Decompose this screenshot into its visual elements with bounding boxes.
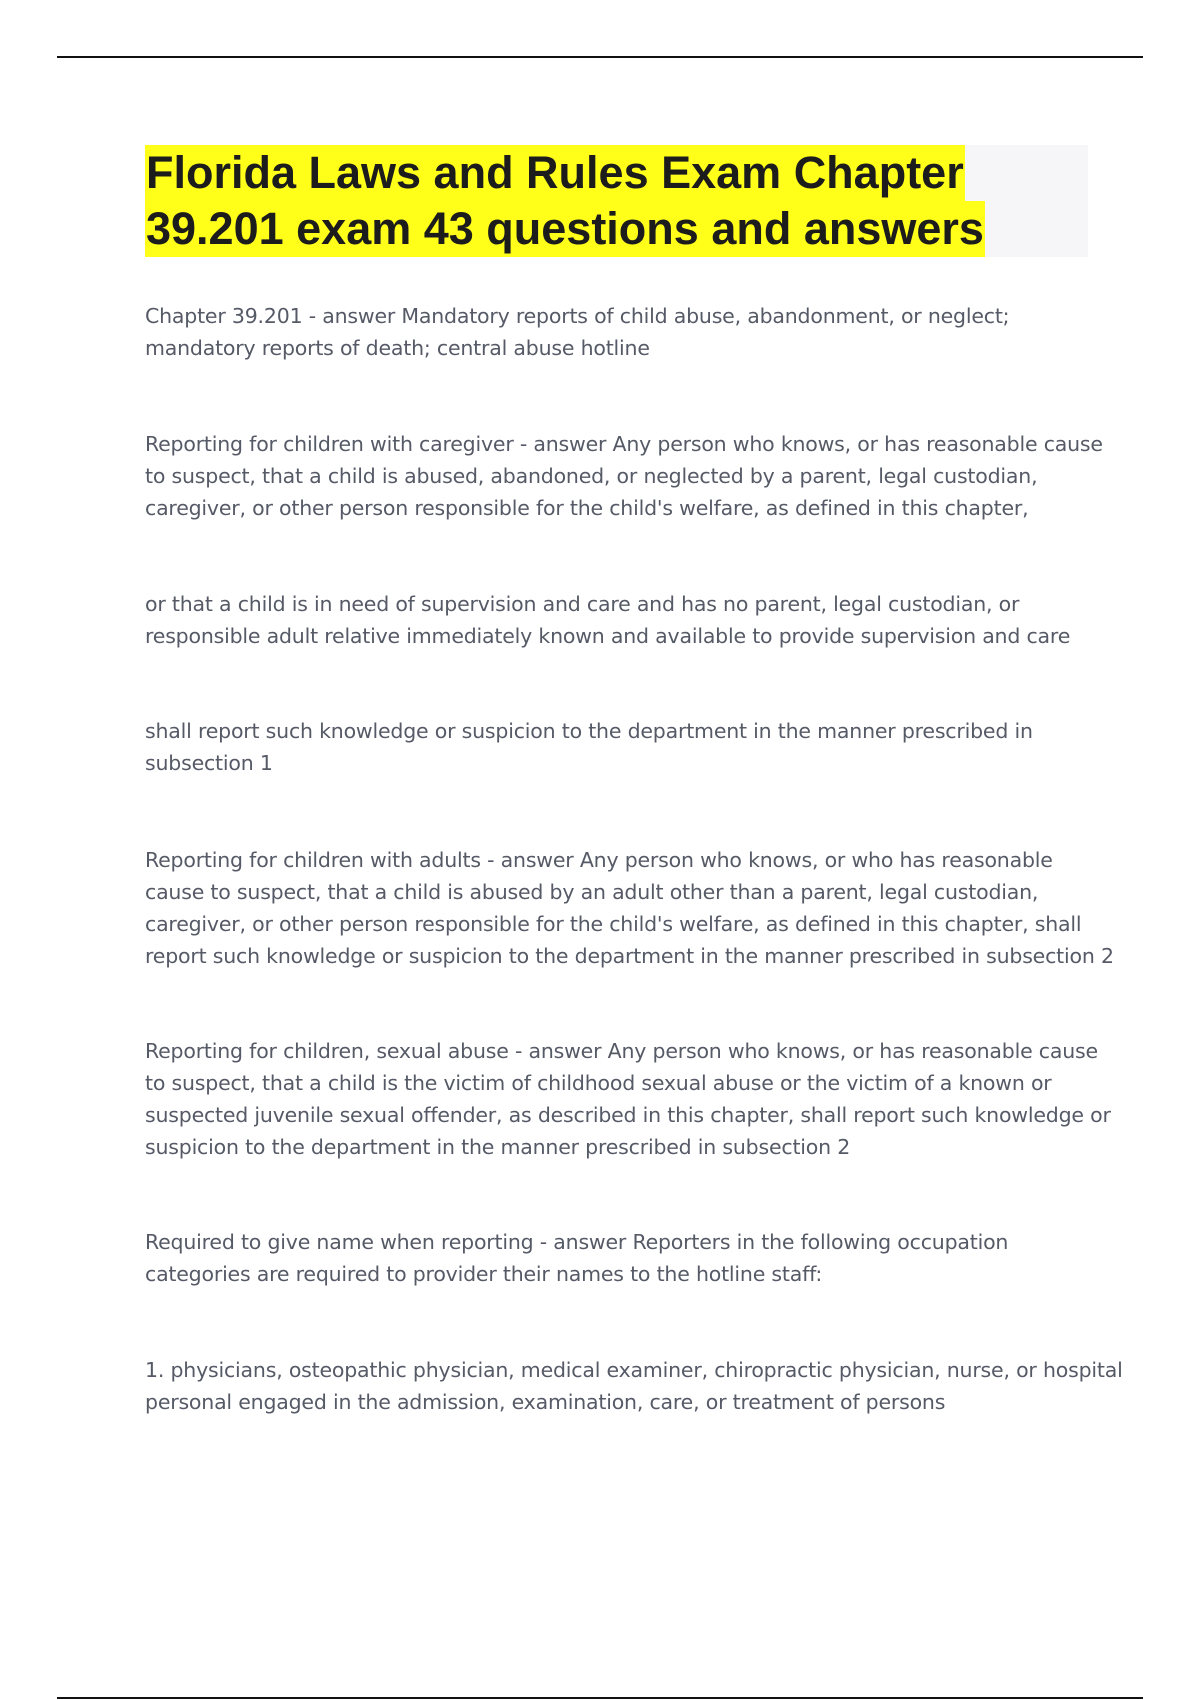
title-block [145,145,1088,257]
paragraph-line: to suspect, that a child is abused, abandoned, or neglected by a parent, legal custodian, [145,464,1038,488]
paragraph-line: Required to give name when reporting - answer Reporters in the following occupation [145,1230,1009,1254]
title-line-2: 39.201 exam 43 questions and answers [145,201,985,257]
paragraph-line: or that a child is in need of supervision and care and has no parent, legal custodian, or [145,592,1020,616]
paragraph-chapter-39-201 [145,300,1095,364]
paragraph-line: personal engaged in the admission, examination, care, or treatment of persons [145,1390,946,1414]
paragraph-line: 1. physicians, osteopathic physician, medical examiner, chiropractic physician, nurse, or hospital [145,1358,1123,1382]
paragraph-line: caregiver, or other person responsible for the child's welfare, as defined in this chapter, shall [145,912,1082,936]
bottom-rule [57,1697,1143,1699]
paragraph-line: categories are required to provider their names to the hotline staff: [145,1262,823,1286]
paragraph-line: caregiver, or other person responsible for the child's welfare, as defined in this chapter, [145,496,1029,520]
paragraph-line: subsection 1 [145,751,273,775]
paragraph-line: to suspect, that a child is the victim of childhood sexual abuse or the victim of a known or [145,1071,1052,1095]
paragraph-occupation-list [145,1354,1123,1418]
paragraph-line: Reporting for children with caregiver - answer Any person who knows, or has reasonable cause [145,432,1103,456]
paragraph-line: Reporting for children with adults - answer Any person who knows, or who has reasonable [145,848,1053,872]
title-line-1: Florida Laws and Rules Exam Chapter [145,145,965,201]
paragraph-reporting-caregiver [145,428,1103,524]
paragraph-line: Chapter 39.201 - answer Mandatory reports of child abuse, abandonment, or neglect; [145,304,1010,328]
paragraph-line: cause to suspect, that a child is abused by an adult other than a parent, legal custodian, [145,880,1039,904]
paragraph-supervision-care [145,588,1095,652]
paragraph-line: Reporting for children, sexual abuse - answer Any person who knows, or has reasonable cause [145,1039,1098,1063]
paragraph-line: mandatory reports of death; central abuse hotline [145,336,650,360]
paragraph-line: report such knowledge or suspicion to the department in the manner prescribed in subsection 2 [145,944,1114,968]
top-rule [57,56,1143,58]
paragraph-line: suspicion to the department in the manner prescribed in subsection 2 [145,1135,851,1159]
document-title [145,145,1088,257]
paragraph-line: responsible adult relative immediately known and available to provide supervision and care [145,624,1071,648]
document-body [145,300,1123,1418]
paragraph-required-name [145,1226,1095,1290]
paragraph-reporting-adults [145,844,1114,972]
paragraph-reporting-sexual-abuse [145,1035,1111,1163]
paragraph-line: suspected juvenile sexual offender, as described in this chapter, shall report such knowledge or [145,1103,1111,1127]
paragraph-line: shall report such knowledge or suspicion to the department in the manner prescribed in [145,719,1033,743]
paragraph-shall-report [145,715,1095,779]
